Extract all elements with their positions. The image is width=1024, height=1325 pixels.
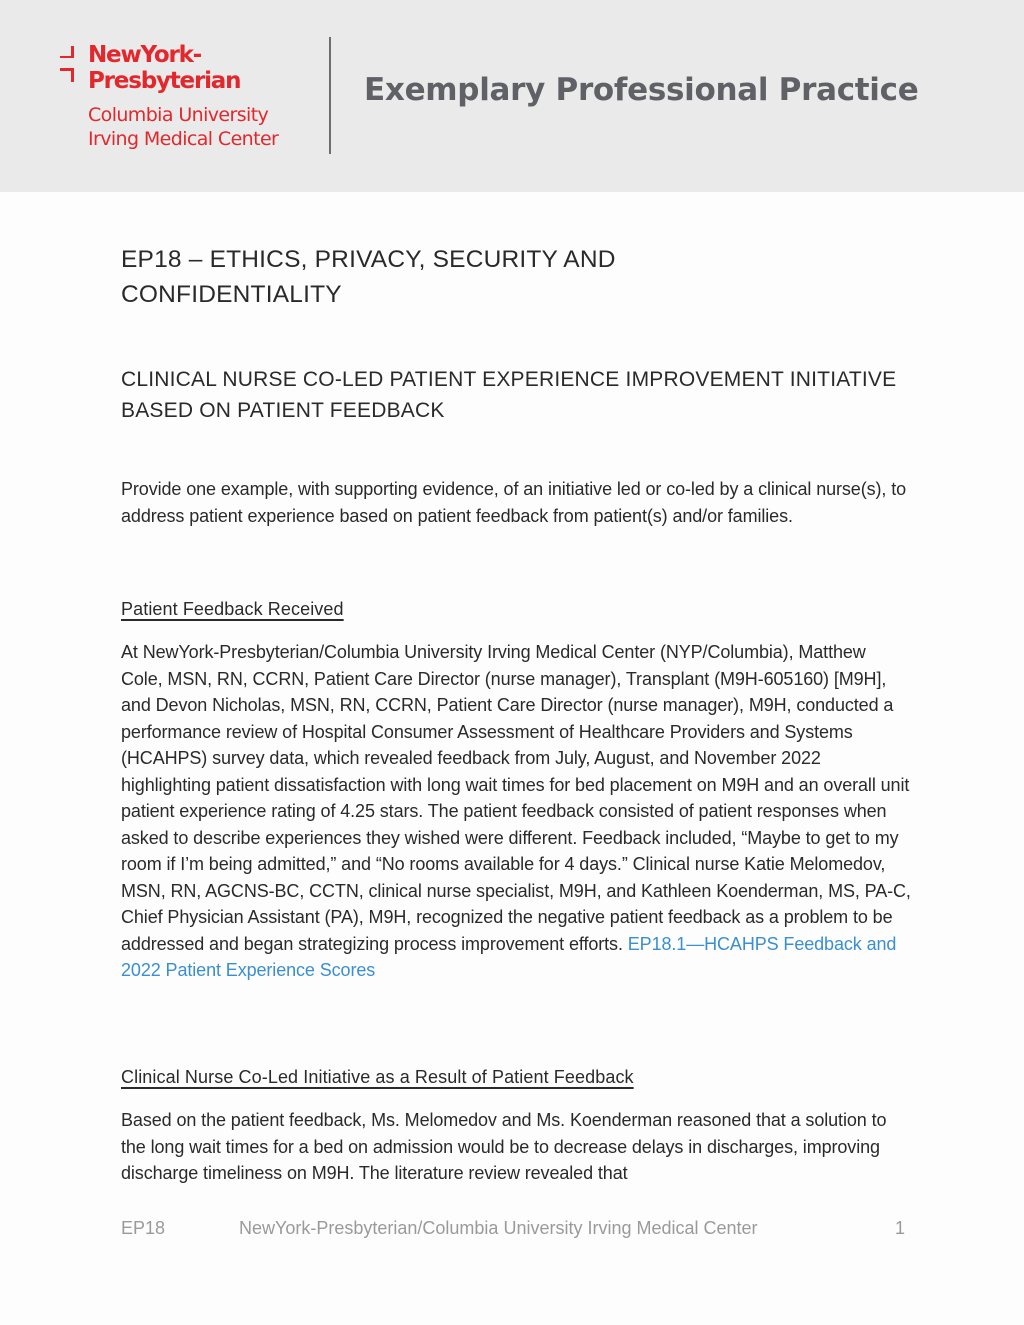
header-divider [329, 37, 331, 154]
logo-text-columbia: Columbia University [88, 104, 269, 126]
evidence-link-ep18-1[interactable]: EP18.1—HCAHPS Feedback and 2022 Patient Experience Scores [121, 933, 897, 980]
page-footer [121, 1218, 905, 1244]
page-header-band [0, 0, 1024, 192]
initiative-title: CLINICAL NURSE CO-LED PATIENT EXPERIENCE IMPROVEMENT INITIATIVE BASED ON PATIENT FEEDBACK [121, 368, 897, 422]
logo-text-irving: Irving Medical Center [88, 128, 279, 150]
section-body-patient-feedback [121, 639, 911, 984]
nyp-logo [58, 40, 318, 160]
paragraph-text: At NewYork-Presbyterian/Columbia University Irving Medical Center (NYP/Columbia), Matthew Cole, MSN, RN, CCRN, Patient Care Director (nurse manager), Transplant (M9H-605160) [M9H], and Devon Nicholas, MSN, RN, CCRN, Patient Care Director (nurse manager), M9H, conducted a performance review of Hospital Consumer Assessment of Healthcare Providers and Systems (HCAHPS) survey data, which revealed feedback from July, August, and November 2022 highlighting patient dissatisfaction with long wait times for bed placement on M9H and an overall unit patient experience rating of 4.25 stars. The patient feedback consisted of patient responses when asked to describe experiences they wished were different. Feedback included, “Maybe to get to my room if I’m being admitted,” and “No rooms available for 4 days.” Clinical nurse Katie Melomedov, MSN, RN, AGCNS-BC, CCTN, clinical nurse specialist, M9H, and Kathleen Koenderman, MS, PA-C, Chief Physician Assistant (PA), M9H, recognized the negative patient feedback as a problem to be addressed and began strategizing process improvement efforts. [121, 642, 911, 954]
section-heading-clinical-initiative: Clinical Nurse Co-Led Initiative as a Result of Patient Feedback [121, 1067, 634, 1087]
nyp-logo-mark-icon [60, 46, 82, 82]
logo-text-newyork: NewYork- [88, 42, 202, 68]
footer-standard-code: EP18 [121, 1218, 166, 1238]
header-title: Exemplary Professional Practice [364, 72, 919, 108]
section-heading-patient-feedback: Patient Feedback Received [121, 599, 344, 619]
standard-prompt: Provide one example, with supporting evidence, of an initiative led or co-led by a clinical nurse(s), to address patient experience based on patient feedback from patient(s) and/or families. [121, 479, 907, 526]
logo-text-presbyterian: Presbyterian [88, 68, 241, 94]
footer-organization: NewYork-Presbyterian/Columbia University Irving Medical Center [239, 1218, 758, 1238]
section-body-clinical-initiative: Based on the patient feedback, Ms. Melomedov and Ms. Koenderman reasoned that a solution to the long wait times for a bed on admission would be to decrease delays in discharges, improving discharge timeliness on M9H. The literature review revealed that [121, 1110, 887, 1183]
footer-page-number: 1 [894, 1218, 905, 1238]
standard-title: EP18 – ETHICS, PRIVACY, SECURITY AND CONFIDENTIALITY [121, 246, 616, 308]
